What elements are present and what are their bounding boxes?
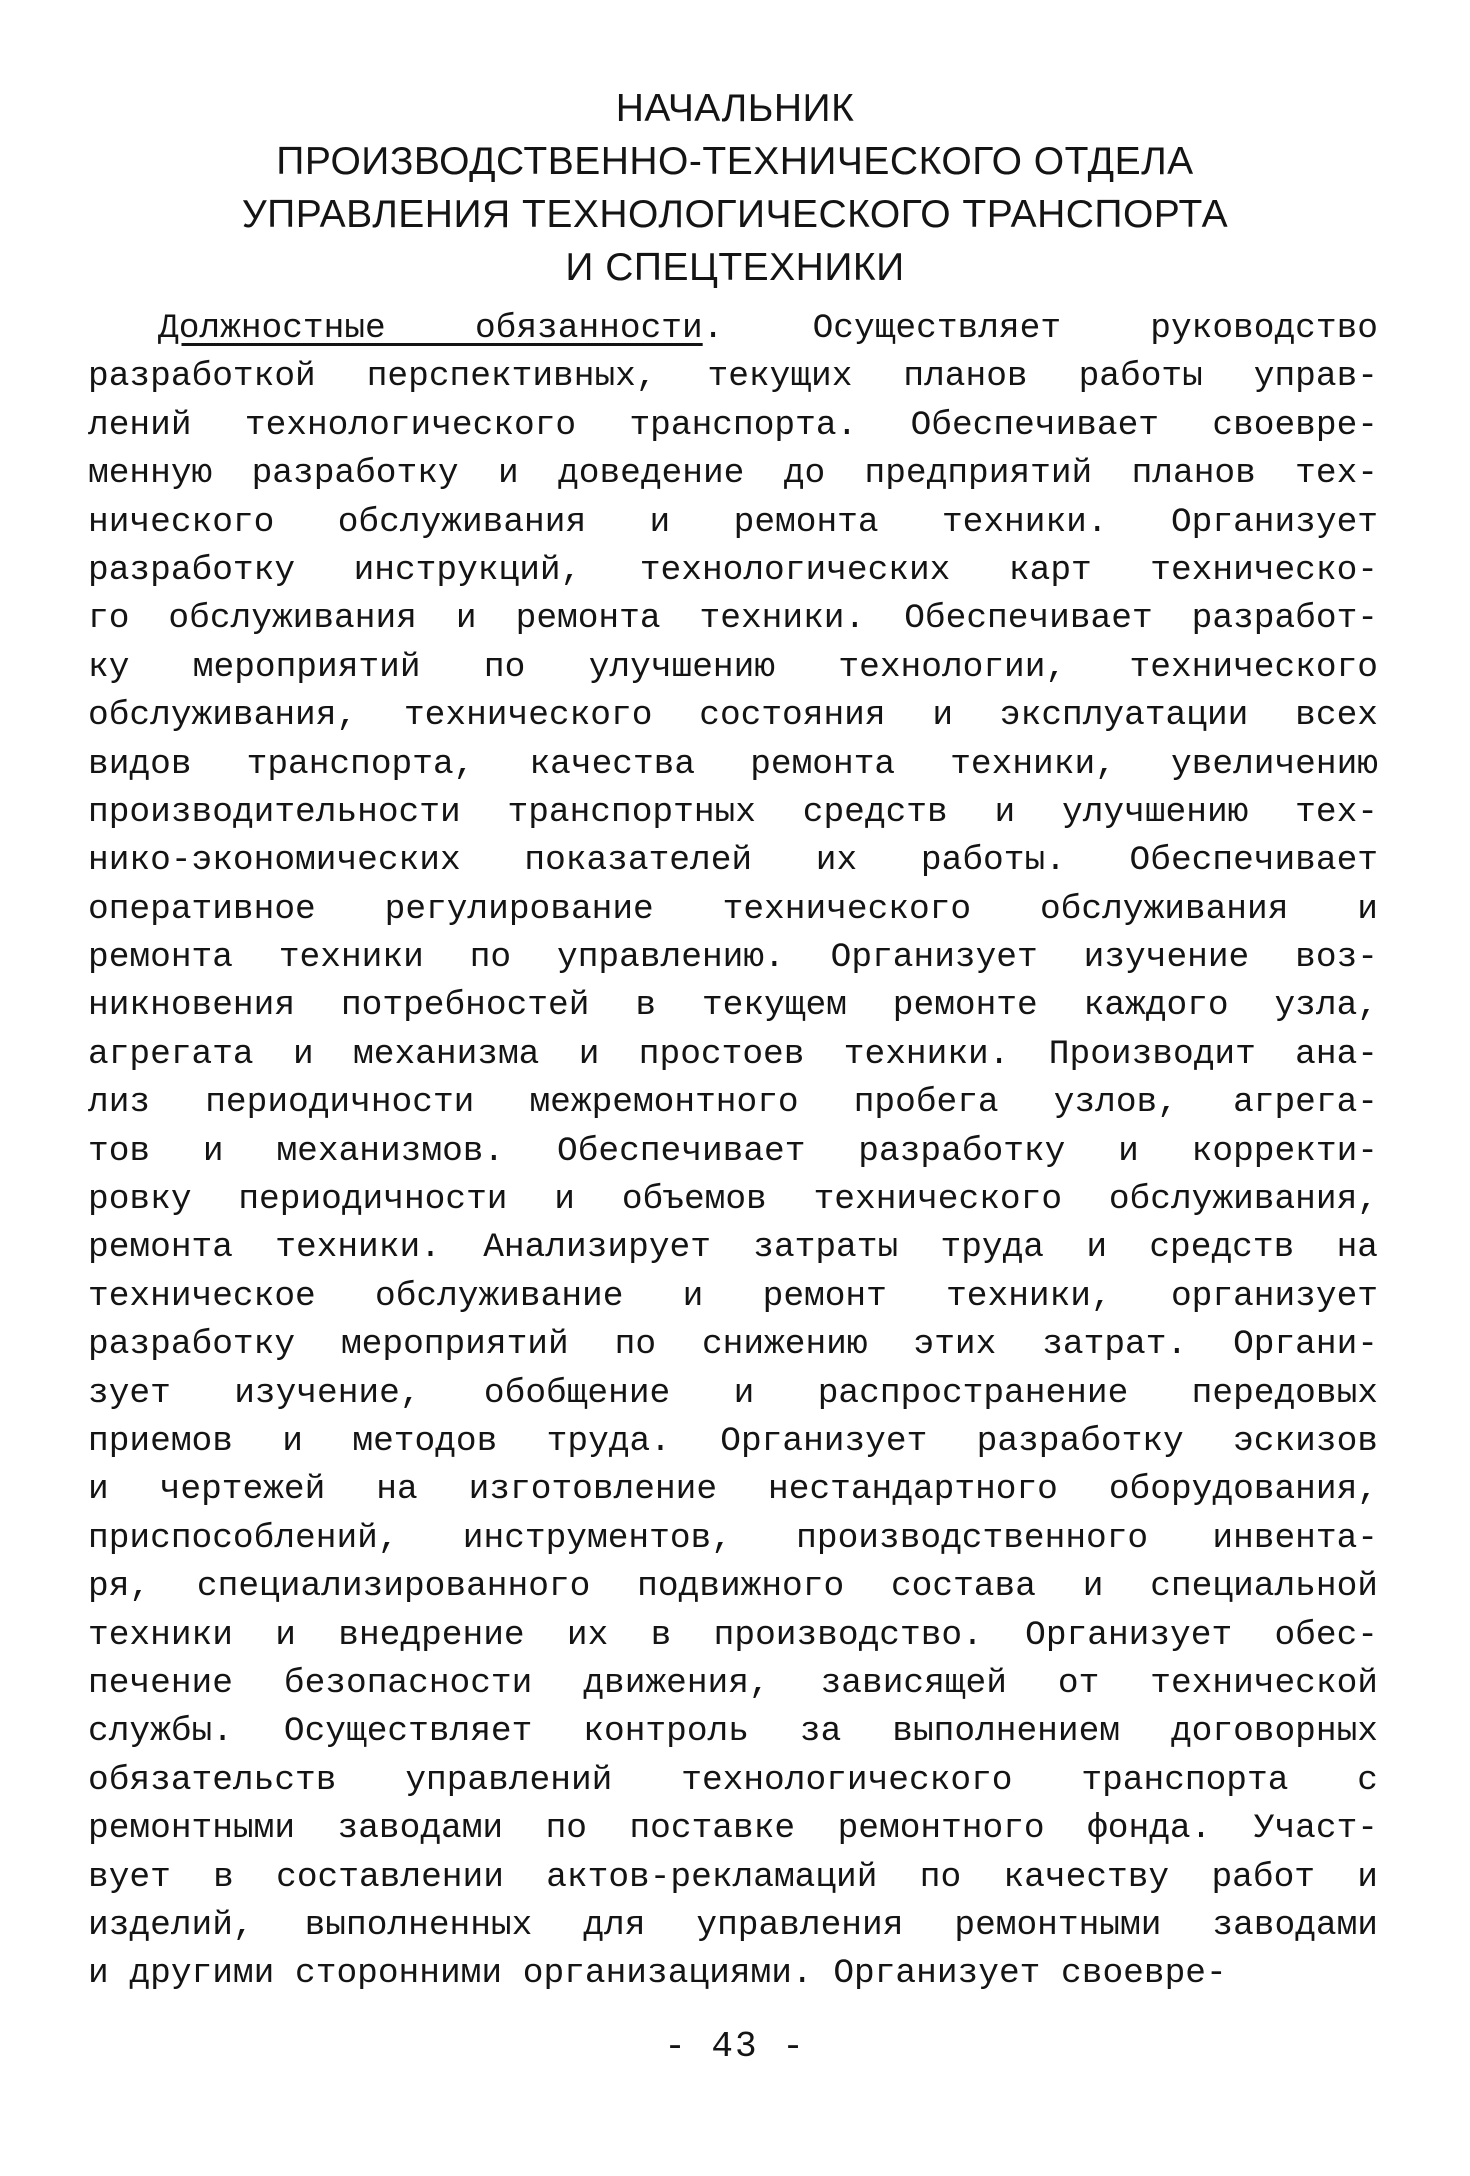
paragraph-line: оперативное регулирование технического обслуживания и <box>88 889 1378 929</box>
paragraph-line: лиз периодичности межремонтного пробега узлов, агрега- <box>88 1083 1378 1123</box>
paragraph-line: нико-экономических показателей их работы. Обеспечивает <box>88 841 1378 881</box>
first-line-rest: . Осуществляет руководство <box>702 309 1378 348</box>
title-line-4: И СПЕЦТЕХНИКИ <box>565 246 905 289</box>
paragraph-line: нического обслуживания и ремонта техники. Организует <box>88 502 1378 542</box>
paragraph-line: ку мероприятий по улучшению технологии, технического <box>88 647 1378 687</box>
paragraph-line: изделий, выполненных для управления ремонтными заводами <box>88 1905 1378 1945</box>
section-heading: Должностные обязанности <box>158 309 703 348</box>
paragraph-first-line <box>88 305 1378 353</box>
paragraph-line: тов и механизмов. Обеспечивает разработку и корректи- <box>88 1131 1378 1171</box>
page-number: - 43 - <box>664 2026 806 2067</box>
paragraph-line: ровку периодичности и объемов технического обслуживания, <box>88 1180 1378 1220</box>
title-line-2: ПРОИЗВОДСТВЕННО-ТЕХНИЧЕСКОГО ОТДЕЛА <box>276 140 1194 183</box>
paragraph-line: техническое обслуживание и ремонт техники, организует <box>88 1276 1378 1316</box>
paragraph-line: разработку мероприятий по снижению этих затрат. Органи- <box>88 1325 1378 1365</box>
paragraph-line: разработку инструкций, технологических карт техническо- <box>88 550 1378 590</box>
paragraph-line: приспособлений, инструментов, производственного инвента- <box>88 1518 1378 1558</box>
title-line-3: УПРАВЛЕНИЯ ТЕХНОЛОГИЧЕСКОГО ТРАНСПОРТА <box>241 193 1229 236</box>
paragraph-line: техники и внедрение их в производство. Организует обес- <box>88 1615 1378 1655</box>
paragraph-line: производительности транспортных средств и улучшению тех- <box>88 792 1378 832</box>
duties-paragraph <box>88 305 1378 1999</box>
paragraph-line: го обслуживания и ремонта техники. Обеспечивает разработ- <box>88 599 1378 639</box>
paragraph-line: видов транспорта, качества ремонта техники, увеличению <box>88 744 1378 784</box>
paragraph-line: агрегата и механизма и простоев техники. Производит ана- <box>88 1034 1378 1074</box>
paragraph-line: вует в составлении актов-рекламаций по качеству работ и <box>88 1857 1378 1897</box>
paragraph-line: ремонтными заводами по поставке ремонтного фонда. Участ- <box>88 1809 1378 1849</box>
paragraph-line: ря, специализированного подвижного состава и специальной <box>88 1567 1378 1607</box>
paragraph-line: менную разработку и доведение до предприятий планов тех- <box>88 454 1378 494</box>
paragraph-line: ремонта техники по управлению. Организует изучение воз- <box>88 938 1378 978</box>
title-line-1: НАЧАЛЬНИК <box>615 87 855 130</box>
paragraph-line: обслуживания, технического состояния и эксплуатации всех <box>88 696 1378 736</box>
paragraph-line: никновения потребностей в текущем ремонте каждого узла, <box>88 986 1378 1026</box>
paragraph-line: обязательств управлений технологического транспорта с <box>88 1760 1378 1800</box>
paragraph-line: лений технологического транспорта. Обеспечивает своевре- <box>88 405 1378 445</box>
paragraph-line: зует изучение, обобщение и распространение передовых <box>88 1373 1378 1413</box>
document-title <box>0 82 1470 294</box>
paragraph-line: и чертежей на изготовление нестандартного оборудования, <box>88 1470 1378 1510</box>
paragraph-line: разработкой перспективных, текущих планов работы управ- <box>88 357 1378 397</box>
paragraph-line: службы. Осуществляет контроль за выполнением договорных <box>88 1712 1378 1752</box>
paragraph-line: и другими сторонними организациями. Организует своевре- <box>88 1954 1227 1994</box>
paragraph-line: печение безопасности движения, зависящей от технической <box>88 1663 1378 1703</box>
paragraph-line: приемов и методов труда. Организует разработку эскизов <box>88 1421 1378 1461</box>
paragraph-line: ремонта техники. Анализирует затраты труда и средств на <box>88 1228 1378 1268</box>
